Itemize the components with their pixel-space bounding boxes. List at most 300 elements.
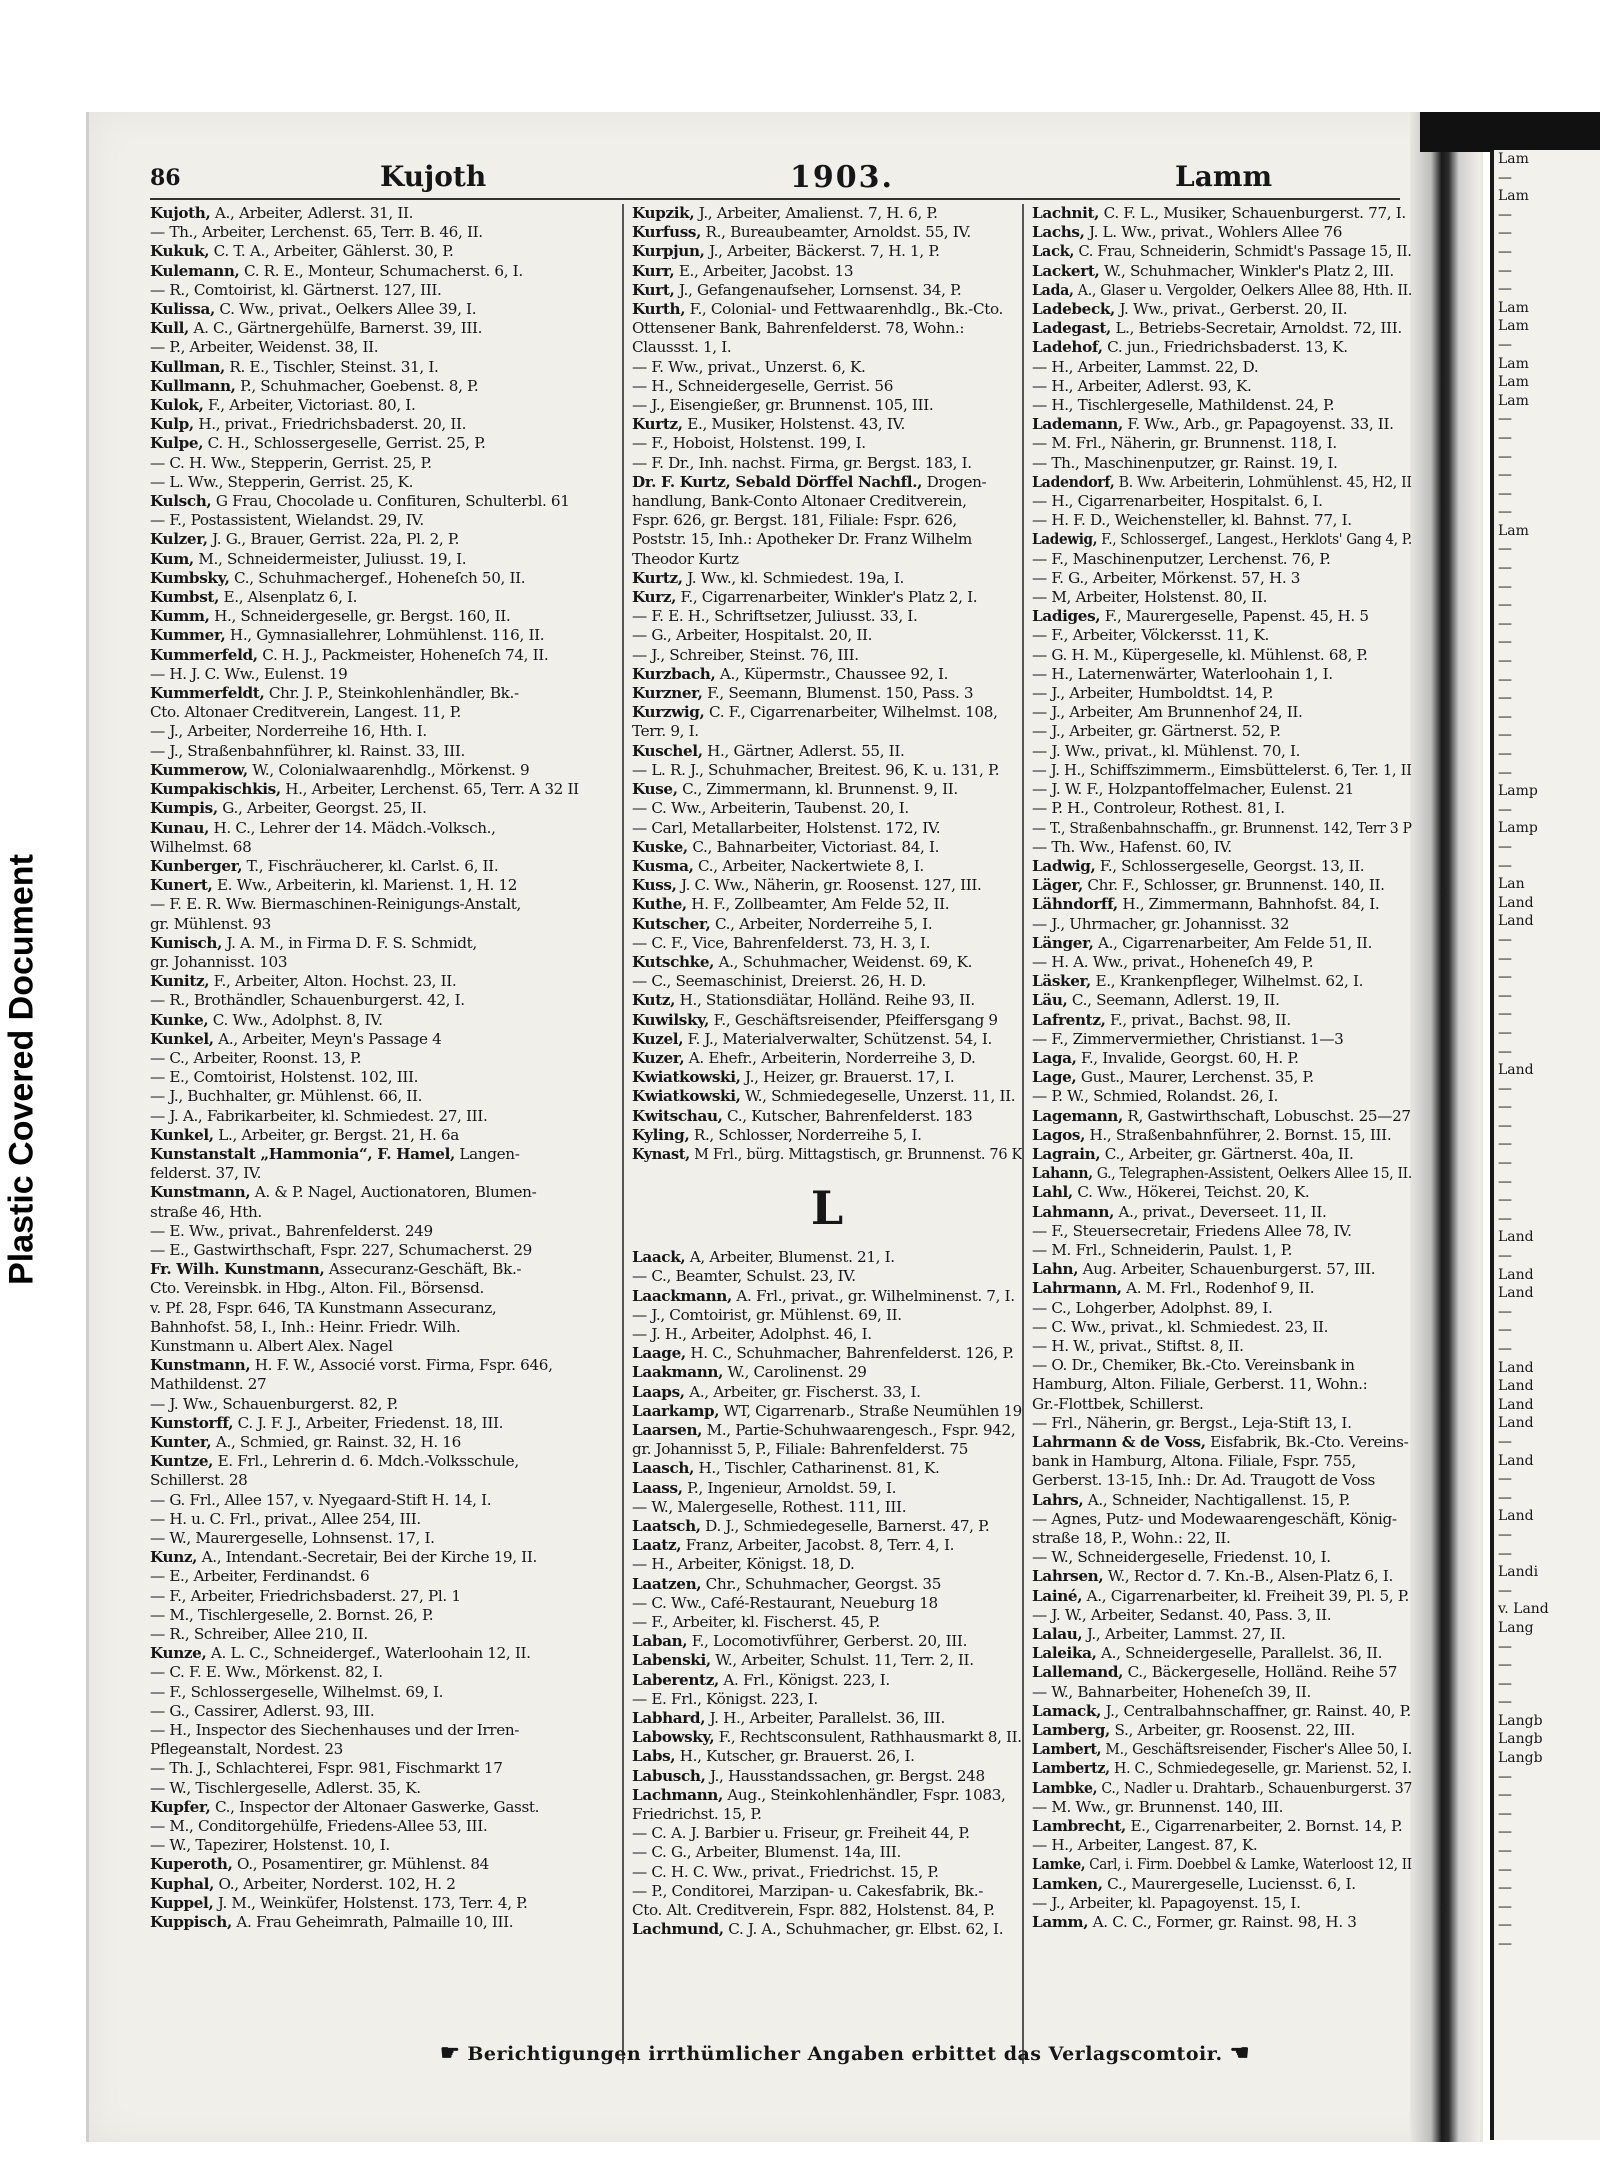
directory-entry bbox=[1032, 1107, 1412, 1126]
entry-details: Eisfabrik, Bk.-Cto. Vereins- bbox=[1205, 1433, 1409, 1451]
column-divider bbox=[1022, 204, 1024, 2064]
directory-entry bbox=[150, 972, 605, 991]
entry-name: Kull, bbox=[150, 319, 189, 338]
directory-entry bbox=[150, 1740, 605, 1759]
directory-entry bbox=[150, 953, 605, 972]
strip-entry: Lam bbox=[1498, 374, 1529, 391]
directory-entry bbox=[632, 377, 1022, 396]
entry-name: Kummerfeldt, bbox=[150, 684, 265, 703]
directory-entry bbox=[150, 1606, 605, 1625]
entry-name: Kunau, bbox=[150, 818, 210, 837]
strip-entry: Lam bbox=[1498, 522, 1529, 539]
entry-details: A, Arbeiter, Blumenst. 21, I. bbox=[685, 1248, 895, 1267]
entry-details: C. H. J., Packmeister, Hoheneſch 74, II. bbox=[257, 645, 549, 664]
strip-entry: Lam bbox=[1498, 299, 1529, 316]
entry-name: Lahmann, bbox=[1032, 1202, 1115, 1221]
entry-details: Chr. J. P., Steinkohlenhändler, Bk.- bbox=[264, 684, 519, 703]
entry-details: A., Cigarrenarbeiter, kl. Freiheit 39, Pl. 5, P. bbox=[1082, 1586, 1409, 1605]
directory-entry bbox=[1032, 1529, 1412, 1548]
entry-name: Lambrecht, bbox=[1032, 1817, 1126, 1836]
directory-entry bbox=[1032, 1606, 1412, 1625]
strip-entry: — bbox=[1498, 708, 1512, 725]
entry-details: A., privat., Deverseet. 11, II. bbox=[1114, 1202, 1327, 1221]
entry-details: — R., Brothändler, Schauenburgerst. 42, I. bbox=[150, 991, 465, 1010]
entry-details: — F., Arbeiter, kl. Fischerst. 45, P. bbox=[632, 1613, 880, 1632]
directory-entry bbox=[150, 607, 605, 626]
entry-details: J. Ww., kl. Schmiedest. 19a, I. bbox=[682, 568, 905, 587]
entry-details: — C. F., Vice, Bahrenfelderst. 73, H. 3, I. bbox=[632, 933, 931, 952]
strip-entry: Lam bbox=[1498, 188, 1529, 205]
entry-details: — J., Uhrmacher, gr. Johannisst. 32 bbox=[1032, 914, 1290, 933]
strip-entry: — bbox=[1498, 448, 1512, 465]
directory-entry bbox=[632, 358, 1022, 377]
entry-details: T., Fischräucherer, kl. Carlst. 6, II. bbox=[242, 856, 499, 875]
strip-entry: — bbox=[1498, 1248, 1512, 1265]
entry-details: C. J. F. J., Arbeiter, Friedenst. 18, III. bbox=[233, 1413, 504, 1432]
entry-details: — J. W., Arbeiter, Sedanst. 40, Pass. 3, II. bbox=[1032, 1605, 1332, 1624]
directory-entry bbox=[1032, 1241, 1412, 1260]
book-spine bbox=[1410, 112, 1480, 2142]
strip-entry: Land bbox=[1498, 1285, 1534, 1302]
entry-details: C., Arbeiter, Norderreihe 5, I. bbox=[710, 914, 933, 933]
entry-name: Lack, bbox=[1032, 242, 1075, 261]
directory-entry bbox=[632, 1087, 1022, 1106]
strip-entry: — bbox=[1498, 1471, 1512, 1488]
entry-name: Lambert, bbox=[1032, 1740, 1102, 1759]
directory-entry bbox=[150, 761, 605, 780]
entry-details: A. Ehefr., Arbeiterin, Norderreihe 3, D. bbox=[684, 1048, 976, 1067]
directory-entry bbox=[150, 626, 605, 645]
entry-details: Cto. Alt. Creditverein, Fspr. 882, Holstenst. 84, P. bbox=[632, 1901, 995, 1920]
directory-entry bbox=[1032, 1510, 1412, 1529]
entry-details: A. Frau Geheimrath, Palmaille 10, III. bbox=[231, 1913, 514, 1932]
directory-entry bbox=[150, 1145, 605, 1164]
entry-name: Kuthe, bbox=[632, 895, 687, 914]
entry-details: — J. A., Fabrikarbeiter, kl. Schmiedest. 27, III. bbox=[150, 1106, 488, 1125]
entry-details: — H. A. Ww., privat., Hoheneſch 49, P. bbox=[1032, 952, 1314, 971]
entry-details: — J., Straßenbahnführer, kl. Rainst. 33, III. bbox=[150, 741, 465, 760]
entry-details: — M., Conditorgehülfe, Friedens-Allee 53, III. bbox=[150, 1817, 488, 1836]
directory-entry bbox=[150, 473, 605, 492]
strip-entry: — bbox=[1498, 1880, 1512, 1897]
directory-entry bbox=[150, 223, 605, 242]
strip-entry: — bbox=[1498, 1582, 1512, 1599]
directory-entry bbox=[1032, 1068, 1412, 1087]
directory-entry bbox=[1032, 280, 1412, 300]
directory-entry bbox=[150, 1798, 605, 1817]
directory-entry bbox=[150, 588, 605, 607]
strip-entry: — bbox=[1498, 1638, 1512, 1655]
strip-entry: Land bbox=[1498, 894, 1534, 911]
strip-entry: — bbox=[1498, 1787, 1512, 1804]
entry-details: R, Gastwirthschaft, Lobuschst. 25—27 bbox=[1122, 1106, 1411, 1125]
entry-details: A. L. C., Schneidergef., Waterloohain 12, II. bbox=[206, 1644, 531, 1663]
strip-entry: — bbox=[1498, 1433, 1512, 1450]
directory-entry bbox=[1032, 1318, 1412, 1337]
entry-details: E. Frl., Lehrerin d. 6. Mdch.-Volksschule, bbox=[213, 1452, 519, 1471]
entry-details: Poststr. 15, Inh.: Apotheker Dr. Franz Wilhelm bbox=[632, 530, 972, 549]
directory-entry bbox=[150, 396, 605, 415]
entry-details: — H., Arbeiter, Lammst. 22, D. bbox=[1032, 357, 1259, 376]
entry-details: J., Heizer, gr. Brauerst. 17, I. bbox=[740, 1068, 955, 1087]
entry-details: W., Carolinenst. 29 bbox=[723, 1363, 867, 1382]
entry-details: Hamburg, Alton. Filiale, Gerberst. 11, Wohn.: bbox=[1032, 1375, 1368, 1394]
directory-entry bbox=[632, 1440, 1022, 1459]
entry-details: C., Schuhmachergef., Hoheneſch 50, II. bbox=[229, 568, 526, 587]
directory-entry bbox=[150, 262, 605, 281]
entry-name: Kutscher, bbox=[632, 914, 711, 933]
entry-details: — J., Arbeiter, Am Brunnenhof 24, II. bbox=[1032, 703, 1303, 722]
entry-name: Laaps, bbox=[632, 1382, 685, 1401]
directory-entry bbox=[632, 569, 1022, 588]
entry-name: Kyling, bbox=[632, 1125, 690, 1144]
directory-entry bbox=[1032, 1337, 1412, 1356]
entry-name: Dr. F. Kurtz, Sebald Dörffel Nachfl., bbox=[632, 472, 923, 491]
directory-entry bbox=[632, 1421, 1022, 1440]
directory-column-2 bbox=[632, 204, 1022, 1939]
entry-details: Mathildenst. 27 bbox=[150, 1375, 267, 1394]
entry-name: Laatzen, bbox=[632, 1574, 702, 1593]
directory-entry bbox=[150, 1587, 605, 1606]
entry-name: Kurth, bbox=[632, 300, 686, 319]
entry-name: Kurt, bbox=[632, 280, 675, 299]
directory-entry bbox=[1032, 1913, 1412, 1932]
directory-entry bbox=[150, 1471, 605, 1490]
entry-name: Lamke, bbox=[1032, 1855, 1086, 1874]
directory-entry bbox=[150, 1087, 605, 1106]
entry-name: Kutschke, bbox=[632, 952, 715, 971]
entry-name: Kulzer, bbox=[150, 530, 208, 549]
entry-details: F. Ww., Arb., gr. Papagoyenst. 33, II. bbox=[1122, 415, 1394, 434]
directory-entry bbox=[632, 1363, 1022, 1382]
directory-entry bbox=[1032, 1279, 1412, 1298]
entry-details: F., Schlossergef., Langest., Herklots' Gang 4, P. bbox=[1097, 530, 1412, 549]
column-divider bbox=[622, 204, 624, 2064]
entry-details: L., Arbeiter, gr. Bergst. 21, H. 6a bbox=[213, 1125, 459, 1144]
entry-name: Kurzner, bbox=[632, 684, 703, 703]
entry-details: W., Colonialwaarenhdlg., Mörkenst. 9 bbox=[247, 760, 530, 779]
directory-entry bbox=[150, 204, 605, 223]
entry-details: A., Schuhmacher, Weidenst. 69, K. bbox=[714, 952, 973, 971]
entry-details: H., Straßenbahnführer, 2. Bornst. 15, III. bbox=[1085, 1125, 1392, 1144]
directory-entry bbox=[1032, 1817, 1412, 1836]
entry-name: Kumpis, bbox=[150, 799, 218, 818]
entry-name: Lachmund, bbox=[632, 1920, 724, 1939]
directory-entry bbox=[1032, 934, 1412, 953]
entry-details: F., Invalide, Georgst. 60, H. P. bbox=[1076, 1048, 1299, 1067]
directory-entry bbox=[632, 857, 1022, 876]
directory-entry bbox=[1032, 1894, 1412, 1913]
entry-name: Kurtz, bbox=[632, 415, 683, 434]
entry-details: — P. W., Schmied, Rolandst. 26, I. bbox=[1032, 1087, 1279, 1106]
entry-name: Kunstorff, bbox=[150, 1413, 234, 1432]
entry-details: WT, Cigarrenarb., Straße Neumühlen 19 bbox=[719, 1401, 1022, 1420]
entry-name: Kuwilsky, bbox=[632, 1010, 710, 1029]
entry-details: C. J. A., Schuhmacher, gr. Elbst. 62, I. bbox=[723, 1920, 1004, 1939]
directory-entry bbox=[150, 415, 605, 434]
directory-entry bbox=[150, 1126, 605, 1145]
entry-details: — H., Arbeiter, Königst. 18, D. bbox=[632, 1555, 855, 1574]
directory-entry bbox=[1032, 1587, 1412, 1606]
entry-details: E., Musiker, Holstenst. 43, IV. bbox=[682, 415, 905, 434]
strip-entry: Land bbox=[1498, 913, 1534, 930]
entry-name: Lagos, bbox=[1032, 1125, 1086, 1144]
entry-details: — J., Comtoirist, gr. Mühlenst. 69, II. bbox=[632, 1305, 902, 1324]
directory-entry bbox=[632, 1325, 1022, 1344]
entry-name: Ladehof, bbox=[1032, 338, 1103, 357]
entry-details: G Frau, Chocolade u. Confituren, Schulterbl. 61 bbox=[211, 492, 570, 511]
strip-entry: Landi bbox=[1498, 1564, 1539, 1581]
directory-entry bbox=[150, 1491, 605, 1510]
entry-details: — C. Ww., Arbeiterin, Taubenst. 20, I. bbox=[632, 799, 909, 818]
entry-name: Labenski, bbox=[632, 1651, 711, 1670]
directory-entry bbox=[632, 1306, 1022, 1325]
directory-entry bbox=[1032, 799, 1412, 818]
directory-entry bbox=[632, 1786, 1022, 1805]
strip-entry: Land bbox=[1498, 1266, 1534, 1283]
strip-entry: Lang bbox=[1498, 1619, 1534, 1636]
entry-details: gr. Mühlenst. 93 bbox=[150, 914, 271, 933]
entry-name: Kuppisch, bbox=[150, 1913, 232, 1932]
entry-details: A., Schneidergeselle, Parallelst. 36, II. bbox=[1096, 1644, 1383, 1663]
entry-details: A., Glaser u. Vergolder, Oelkers Allee 88, Hth. II. bbox=[1073, 280, 1412, 299]
entry-details: — H., Laternenwärter, Waterloohain 1, I. bbox=[1032, 664, 1333, 683]
entry-details: G., Telegraphen-Assistent, Oelkers Allee 15, II. bbox=[1092, 1164, 1412, 1183]
directory-entry bbox=[632, 646, 1022, 665]
strip-entry: — bbox=[1498, 1006, 1512, 1023]
strip-entry: — bbox=[1498, 411, 1512, 428]
entry-details: — C., Beamter, Schulst. 23, IV. bbox=[632, 1267, 856, 1286]
directory-entry bbox=[632, 761, 1022, 780]
entry-details: H., Stationsdiätar, Holländ. Reihe 93, II. bbox=[675, 991, 975, 1010]
entry-name: Kurr, bbox=[632, 261, 675, 280]
entry-details: gr. Johannisst 5, P., Filiale: Bahrenfelderst. 75 bbox=[632, 1440, 969, 1459]
strip-entry: — bbox=[1498, 727, 1512, 744]
entry-details: A. Frl., Königst. 223, I. bbox=[718, 1670, 890, 1689]
directory-entry bbox=[150, 1836, 605, 1855]
entry-details: E., Cigarrenarbeiter, 2. Bornst. 14, P. bbox=[1125, 1817, 1403, 1836]
entry-details: — E. Frl., Königst. 223, I. bbox=[632, 1689, 818, 1708]
directory-entry bbox=[1032, 1548, 1412, 1567]
entry-details: H., Tischler, Catharinenst. 81, K. bbox=[694, 1459, 940, 1478]
strip-entry: — bbox=[1498, 653, 1512, 670]
plastic-covered-label: Plastic Covered Document bbox=[2, 854, 41, 1285]
header-left-keyword: Kujoth bbox=[380, 160, 487, 193]
directory-entry bbox=[1032, 1644, 1412, 1663]
directory-entry bbox=[1032, 511, 1412, 530]
entry-details: — H., Inspector des Siechenhauses und der Irren- bbox=[150, 1721, 520, 1740]
entry-details: — G. H. M., Küpergeselle, kl. Mühlenst. 68, P. bbox=[1032, 645, 1368, 664]
directory-entry bbox=[1032, 1452, 1412, 1471]
entry-details: — F. Dr., Inh. nachst. Firma, gr. Bergst. 183, I. bbox=[632, 453, 972, 472]
directory-entry bbox=[1032, 454, 1412, 473]
directory-entry bbox=[150, 665, 605, 684]
directory-entry bbox=[1032, 646, 1412, 665]
entry-details: — E. Ww., privat., Bahrenfelderst. 249 bbox=[150, 1221, 433, 1240]
strip-entry: — bbox=[1498, 429, 1512, 446]
directory-entry bbox=[632, 1728, 1022, 1747]
directory-entry bbox=[1032, 434, 1412, 453]
entry-details: — M, Arbeiter, Holstenst. 80, II. bbox=[1032, 588, 1268, 607]
directory-entry bbox=[150, 1452, 605, 1471]
entry-name: Lachs, bbox=[1032, 223, 1085, 242]
entry-name: Kunze, bbox=[150, 1644, 207, 1663]
entry-name: Kunz, bbox=[150, 1548, 198, 1567]
directory-entry bbox=[632, 1498, 1022, 1517]
directory-entry bbox=[632, 530, 1022, 549]
directory-entry bbox=[632, 703, 1022, 722]
strip-entry: Land bbox=[1498, 1359, 1534, 1376]
entry-name: Kumm, bbox=[150, 607, 210, 626]
entry-details: — P., Conditorei, Marzipan- u. Cakesfabrik, Bk.- bbox=[632, 1881, 984, 1900]
directory-entry bbox=[1032, 300, 1412, 319]
entry-name: Ladendorf, bbox=[1032, 472, 1115, 491]
header-year: 1903. bbox=[790, 160, 894, 195]
strip-entry: — bbox=[1498, 1824, 1512, 1841]
entry-details: F., Cigarrenarbeiter, Winkler's Platz 2, I. bbox=[676, 588, 978, 607]
directory-entry bbox=[632, 396, 1022, 415]
directory-entry bbox=[150, 838, 605, 857]
directory-entry bbox=[632, 1613, 1022, 1632]
directory-entry bbox=[632, 722, 1022, 741]
entry-details: C. Ww., Hökerei, Teichst. 20, K. bbox=[1072, 1183, 1310, 1202]
entry-details: A. Frl., privat., gr. Wilhelminenst. 7, I. bbox=[731, 1286, 1015, 1305]
strip-entry: — bbox=[1498, 1694, 1512, 1711]
entry-details: — C., Seemaschinist, Dreierst. 26, H. D. bbox=[632, 972, 926, 991]
directory-entry bbox=[1032, 895, 1412, 914]
directory-entry bbox=[632, 607, 1022, 626]
strip-entry: Lam bbox=[1498, 318, 1529, 335]
entry-details: — W., Tapezirer, Holstenst. 10, I. bbox=[150, 1836, 390, 1855]
entry-name: Kummerfeld, bbox=[150, 645, 258, 664]
entry-details: — F., Schlossergeselle, Wilhelmst. 69, I. bbox=[150, 1682, 444, 1701]
directory-entry bbox=[1032, 1299, 1412, 1318]
entry-details: Kunstmann u. Albert Alex. Nagel bbox=[150, 1336, 393, 1355]
strip-entry: — bbox=[1498, 1341, 1512, 1357]
strip-entry: — bbox=[1498, 243, 1512, 260]
entry-details: Chr., Schuhmacher, Georgst. 35 bbox=[701, 1574, 942, 1593]
entry-details: C. H., Schlossergeselle, Gerrist. 25, P. bbox=[203, 434, 486, 453]
directory-entry bbox=[1032, 1759, 1412, 1778]
directory-entry bbox=[632, 1068, 1022, 1087]
entry-name: Laasch, bbox=[632, 1459, 695, 1478]
entry-details: — H., Schneidergeselle, Gerrist. 56 bbox=[632, 376, 894, 395]
entry-details: — M., Tischlergeselle, 2. Bornst. 26, P. bbox=[150, 1605, 434, 1624]
directory-entry bbox=[1032, 550, 1412, 569]
strip-entry: — bbox=[1498, 169, 1512, 186]
strip-entry: — bbox=[1498, 1117, 1512, 1134]
entries-l-start bbox=[632, 1248, 1022, 1939]
directory-entry bbox=[1032, 1625, 1412, 1644]
directory-entry bbox=[150, 1299, 605, 1318]
directory-entry bbox=[632, 1107, 1022, 1126]
directory-entry bbox=[1032, 703, 1412, 722]
entry-details: A. C. C., Former, gr. Rainst. 98, H. 3 bbox=[1088, 1913, 1357, 1932]
entry-name: Kunstmann, bbox=[150, 1183, 251, 1202]
directory-entry bbox=[150, 1913, 605, 1932]
entry-name: Läsker, bbox=[1032, 972, 1091, 991]
entry-name: Kumbst, bbox=[150, 588, 220, 607]
strip-entry: — bbox=[1498, 1898, 1512, 1915]
entry-details: Bahnhofst. 58, I., Inh.: Heinr. Friedr. Wilh. bbox=[150, 1317, 461, 1336]
strip-entry: Lam bbox=[1498, 355, 1529, 372]
strip-entry: — bbox=[1498, 1173, 1512, 1190]
entry-details: — W., Schneidergeselle, Friedenst. 10, I. bbox=[1032, 1548, 1331, 1567]
entry-details: C. R. E., Monteur, Schumacherst. 6, I. bbox=[239, 261, 523, 280]
entry-details: — J., Schreiber, Steinst. 76, III. bbox=[632, 645, 859, 664]
directory-entry bbox=[632, 1344, 1022, 1363]
entry-details: H., privat., Friedrichsbaderst. 20, II. bbox=[193, 415, 467, 434]
strip-entry: — bbox=[1498, 764, 1512, 781]
directory-entry bbox=[1032, 1491, 1412, 1510]
strip-entry: Langb bbox=[1498, 1712, 1543, 1729]
entry-details: H., Zimmermann, Bahnhofst. 84, I. bbox=[1117, 895, 1380, 914]
entry-name: Laleika, bbox=[1032, 1644, 1097, 1663]
entry-details: C., Nadler u. Drahtarb., Schauenburgerst. 37 bbox=[1097, 1778, 1412, 1797]
directory-entry bbox=[632, 492, 1022, 511]
entry-details: — J., Arbeiter, Norderreihe 16, Hth. I. bbox=[150, 722, 427, 741]
directory-entry bbox=[1032, 780, 1412, 799]
directory-entry bbox=[632, 588, 1022, 607]
entry-details: H. F. W., Associé vorst. Firma, Fspr. 646, bbox=[250, 1356, 553, 1375]
entry-details: Aug. Arbeiter, Schauenburgerst. 57, III. bbox=[1078, 1260, 1376, 1279]
entry-name: Kunstanstalt „Hammonia“, F. Hamel, bbox=[150, 1144, 455, 1163]
directory-entry bbox=[1032, 838, 1412, 857]
entry-details: — H., Arbeiter, Langest. 87, K. bbox=[1032, 1836, 1258, 1855]
entry-name: Ladiges, bbox=[1032, 607, 1101, 626]
strip-entry: — bbox=[1498, 1192, 1512, 1209]
directory-entry bbox=[150, 434, 605, 453]
entry-details: — H. u. C. Frl., privat., Allee 254, III. bbox=[150, 1509, 421, 1528]
directory-entry bbox=[150, 722, 605, 741]
entry-name: Kurzbach, bbox=[632, 664, 716, 683]
directory-entry bbox=[1032, 953, 1412, 972]
strip-entry: — bbox=[1498, 206, 1512, 223]
directory-entry bbox=[1032, 1740, 1412, 1759]
entry-details: — H., Tischlergeselle, Mathildenst. 24, P. bbox=[1032, 396, 1335, 415]
entry-details: R., Bureaubeamter, Arnoldst. 55, IV. bbox=[701, 223, 971, 242]
entry-name: Kulemann, bbox=[150, 261, 240, 280]
entry-name: Ladwig, bbox=[1032, 856, 1096, 875]
page-number: 86 bbox=[150, 165, 181, 191]
entry-details: — W., Maurergeselle, Lohnsenst. 17, I. bbox=[150, 1529, 435, 1548]
entry-details: — F. G., Arbeiter, Mörkenst. 57, H. 3 bbox=[1032, 568, 1301, 587]
entry-details: M., Partie-Schuhwaarengesch., Fspr. 942, bbox=[702, 1420, 1016, 1439]
entry-name: Laga, bbox=[1032, 1048, 1077, 1067]
entry-details: W., Rector d. 7. Kn.-B., Alsen-Platz 6, I. bbox=[1103, 1567, 1393, 1586]
directory-entry bbox=[150, 742, 605, 761]
strip-entry: — bbox=[1498, 1155, 1512, 1172]
entry-details: A. M. Frl., Rodenhof 9, II. bbox=[1121, 1279, 1315, 1298]
strip-entry: — bbox=[1498, 615, 1512, 632]
entry-details: C. jun., Friedrichsbaderst. 13, K. bbox=[1102, 338, 1348, 357]
directory-entry bbox=[632, 1690, 1022, 1709]
directory-entry bbox=[150, 915, 605, 934]
entry-details: — L. Ww., Stepperin, Gerrist. 25, K. bbox=[150, 472, 414, 491]
directory-entry bbox=[150, 1030, 605, 1049]
entry-details: W., Schmiedegeselle, Unzerst. 11, II. bbox=[740, 1087, 1016, 1106]
directory-entry bbox=[632, 1248, 1022, 1267]
strip-entry: Land bbox=[1498, 1062, 1534, 1079]
entry-details: Aug., Steinkohlenhändler, Fspr. 1083, bbox=[722, 1785, 1006, 1804]
entry-details: Terr. 9, I. bbox=[632, 722, 699, 741]
directory-entry bbox=[1032, 684, 1412, 703]
directory-entry bbox=[632, 1030, 1022, 1049]
directory-column-3 bbox=[1032, 204, 1412, 1932]
directory-entry bbox=[1032, 1778, 1412, 1798]
entry-name: Lada, bbox=[1032, 280, 1074, 299]
entry-details: — J., Buchhalter, gr. Mühlenst. 66, II. bbox=[150, 1087, 423, 1106]
